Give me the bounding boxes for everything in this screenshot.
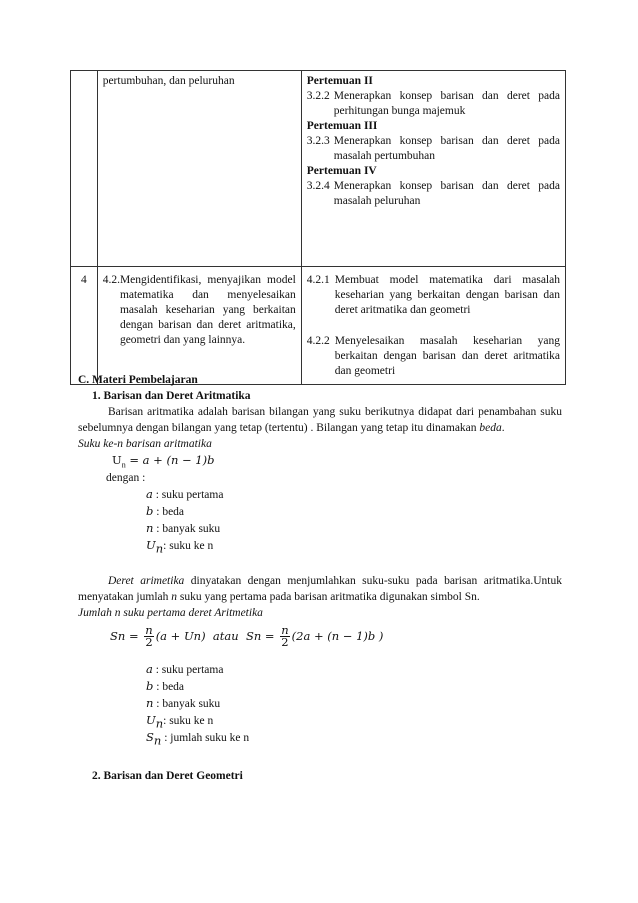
formula-expression: (2a + (n − 1)b ): [291, 629, 384, 643]
kd-indicator-table: [70, 70, 566, 385]
paragraph-text: Barisan aritmatika adalah barisan bilangan yang suku berikutnya didapat dari penambahan suku sebelumnya dengan bilangan yang tetap (tertentu) . Bilangan yang tetap itu dinamakan: [78, 406, 562, 434]
formula-expression: ): [201, 629, 206, 643]
paragraph-text: suku yang pertama pada barisan aritmatika digunakan simbol Sn.: [177, 591, 480, 603]
indicator-text: Menyelesaikan masalah keseharian yang berkaitan dengan barisan dan deret aritmatika dan geometri: [334, 335, 560, 377]
definition-subscript: n: [153, 733, 162, 748]
definition-text: : banyak suku: [153, 523, 221, 535]
subsection-title: 1. Barisan dan Deret Aritmatika: [92, 390, 251, 402]
paragraph-deret: [78, 573, 562, 605]
kd-number: 4.2.: [102, 274, 120, 286]
definition-subscript: n: [155, 541, 164, 556]
definition-item: [146, 695, 562, 712]
indicator-item: [307, 179, 560, 209]
definition-symbol: b: [146, 504, 154, 518]
formula-subscript: n: [253, 629, 262, 643]
meeting-heading: Pertemuan III: [306, 120, 378, 132]
section-title: C. Materi Pembelajaran: [78, 374, 198, 386]
formula-title: Jumlah n suku pertama deret Aritmetika: [78, 607, 263, 619]
formula-fraction: [280, 622, 289, 649]
indicator-text: Menerapkan konsep barisan dan deret pada masalah pertumbuhan: [333, 135, 560, 162]
formula-symbol: U: [112, 453, 122, 467]
definition-item: [146, 537, 562, 554]
definition-text: : suku ke n: [163, 540, 214, 552]
definition-item: [146, 503, 562, 520]
definition-text: : suku pertama: [152, 489, 224, 501]
formula-equals: =: [261, 629, 279, 643]
table-row: [71, 267, 566, 385]
indicator-number: 3.2.3: [306, 135, 330, 147]
table-cell-kd: pertumbuhan, dan peluruhan: [97, 71, 301, 267]
fraction-numerator: n: [281, 622, 289, 637]
indicator-text: Menerapkan konsep barisan dan deret pada perhitungan bunga majemuk: [333, 90, 560, 117]
paragraph-arithmetic: [78, 404, 562, 436]
formula-subscript: n: [121, 460, 126, 470]
subsection-title: 2. Barisan dan Deret Geometri: [92, 770, 243, 782]
indicator-item: [307, 89, 560, 119]
formula-atau: atau: [205, 629, 246, 643]
definition-text: : suku pertama: [152, 664, 224, 676]
section-c-deret: [78, 573, 562, 784]
table-cell-indicators: [301, 71, 565, 267]
definition-item: [146, 729, 562, 746]
indicator-text: Menerapkan konsep barisan dan deret pada masalah peluruhan: [333, 180, 560, 207]
formula-equals: =: [125, 629, 143, 643]
table-cell-no: [71, 71, 98, 267]
table-cell-no: 4: [71, 267, 98, 385]
definition-symbol: n: [146, 696, 154, 710]
definition-text: : beda: [153, 681, 185, 693]
indicator-number: 3.2.4: [306, 180, 330, 192]
definition-list: [78, 486, 562, 554]
definition-symbol: a: [146, 487, 153, 501]
fraction-numerator: n: [145, 622, 153, 637]
paragraph-italic: n: [171, 591, 177, 603]
indicator-number: 4.2.2: [306, 335, 330, 347]
indicator-text: Membuat model matematika dari masalah keseharian yang berkaitan dengan barisan dan deret aritmatika dan geometri: [334, 274, 560, 316]
meeting-heading: Pertemuan IV: [306, 165, 377, 177]
meeting-heading: Pertemuan II: [306, 75, 373, 87]
definition-symbol: U: [146, 538, 156, 552]
formula-symbol: S: [110, 629, 118, 643]
paragraph-italic: Deret arimetika: [108, 575, 185, 587]
formula-expression: = a + (n − 1)b: [125, 453, 215, 467]
formula-expression: (a + U: [155, 629, 194, 643]
definition-text: : beda: [153, 506, 185, 518]
paragraph-italic: beda: [479, 422, 502, 434]
formula-subscript: n: [193, 629, 202, 643]
definition-item: [146, 486, 562, 503]
definition-symbol: a: [146, 662, 153, 676]
definition-symbol: n: [146, 521, 154, 535]
indicator-number: 3.2.2: [306, 90, 330, 102]
indicator-item: [307, 134, 560, 164]
definition-symbol: U: [146, 713, 156, 727]
definition-list: [78, 661, 562, 746]
table-cell-indicators: [301, 267, 565, 385]
definition-text: : suku ke n: [163, 715, 214, 727]
formula-sn: [78, 621, 562, 651]
formula-symbol: S: [245, 629, 254, 643]
definition-text: : jumlah suku ke n: [161, 732, 250, 744]
definition-item: [146, 678, 562, 695]
definition-item: [146, 520, 562, 537]
definition-symbol: S: [146, 730, 154, 744]
section-c: [78, 372, 562, 554]
definition-item: [146, 712, 562, 729]
formula-fraction: [144, 622, 153, 649]
kd-item: [103, 273, 296, 348]
table-cell-kd: [97, 267, 301, 385]
indicator-item: [307, 273, 560, 318]
formula-un: [78, 452, 562, 470]
dengan-label: dengan :: [106, 472, 146, 484]
formula-title: Suku ke-n barisan aritmatika: [78, 438, 212, 450]
definition-item: [146, 661, 562, 678]
paragraph-text: .: [501, 422, 505, 434]
fraction-denominator: 2: [281, 634, 289, 649]
paragraph-text: dinyatakan dengan menjumlahkan suku-suku pada barisan aritmatika.Untuk menyatakan jumlah: [78, 575, 562, 603]
fraction-denominator: 2: [145, 634, 153, 649]
formula-subscript: n: [117, 629, 126, 643]
table-row: [71, 71, 566, 267]
indicator-number: 4.2.1: [306, 274, 330, 286]
definition-subscript: n: [155, 716, 164, 731]
kd-text: Mengidentifikasi, menyajikan model matematika dan menyelesaikan masalah keseharian yang berkaitan dengan barisan dan deret aritmatika, geometri dan yang lainnya.: [119, 274, 296, 346]
definition-symbol: b: [146, 679, 154, 693]
definition-text: : banyak suku: [153, 698, 221, 710]
